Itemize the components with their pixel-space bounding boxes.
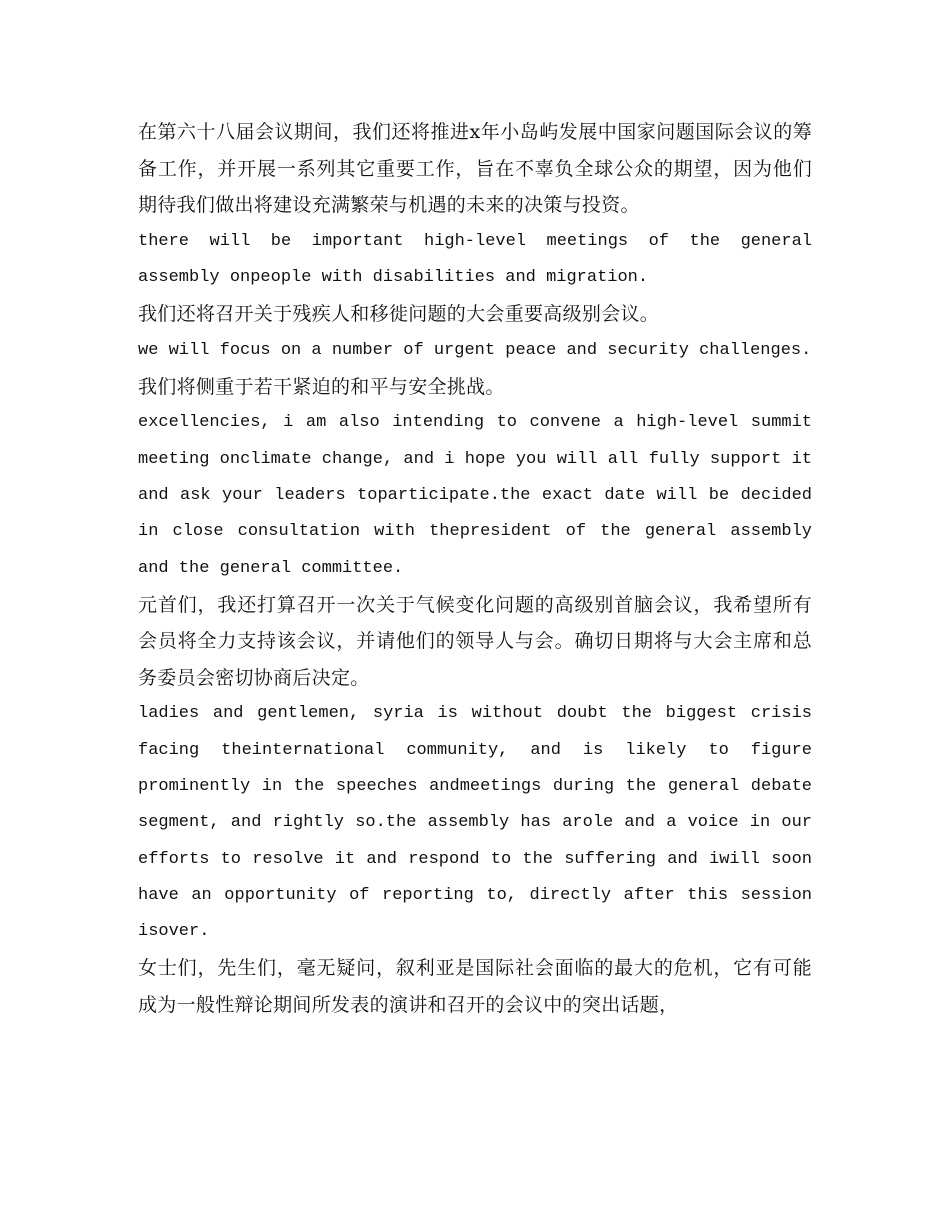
document-page	[138, 114, 812, 1023]
paragraph-zh-4: 元首们，我还打算召开一次关于气候变化问题的高级别首脑会议，我希望所有会员将全力支持该会议，并请他们的领导人与会。确切日期将与大会主席和总务委员会密切协商后决定。	[138, 593, 812, 689]
paragraph-en-1: there will be important high-level meetings of the general assembly onpeople with disabilities and migration.	[138, 231, 812, 287]
paragraph-en-2: we will focus on a number of urgent peace and security challenges.	[138, 340, 812, 360]
paragraph-zh-3: 我们将侧重于若干紧迫的和平与安全挑战。	[138, 375, 505, 398]
paragraph-zh-5: 女士们，先生们，毫无疑问，叙利亚是国际社会面临的最大的危机，它有可能成为一般性辩论期间所发表的演讲和召开的会议中的突出话题，	[138, 957, 812, 1016]
paragraph-en-3: excellencies, i am also intending to convene a high-level summit meeting onclimate change, and i hope you will all fully support it and ask your leaders toparticipate.the exact date will be decided in close consultation with thepresident of the general assembly and the general committee.	[138, 413, 812, 578]
paragraph-zh-1: 在第六十八届会议期间，我们还将推进x年小岛屿发展中国家问题国际会议的筹备工作，并开展一系列其它重要工作，旨在不辜负全球公众的期望，因为他们期待我们做出将建设充满繁荣与机遇的未来的决策与投资。	[138, 121, 812, 216]
paragraph-en-4: ladies and gentlemen, syria is without doubt the biggest crisis facing theinternational community, and is likely to figure prominently in the speeches andmeetings during the general debate segment, and rightly so.the assembly has arole and a voice in our efforts to resolve it and respond to the suffering and iwill soon have an opportunity of reporting to, directly after this session isover.	[138, 704, 812, 942]
paragraph-zh-2: 我们还将召开关于残疾人和移徙问题的大会重要高级别会议。	[138, 303, 660, 326]
